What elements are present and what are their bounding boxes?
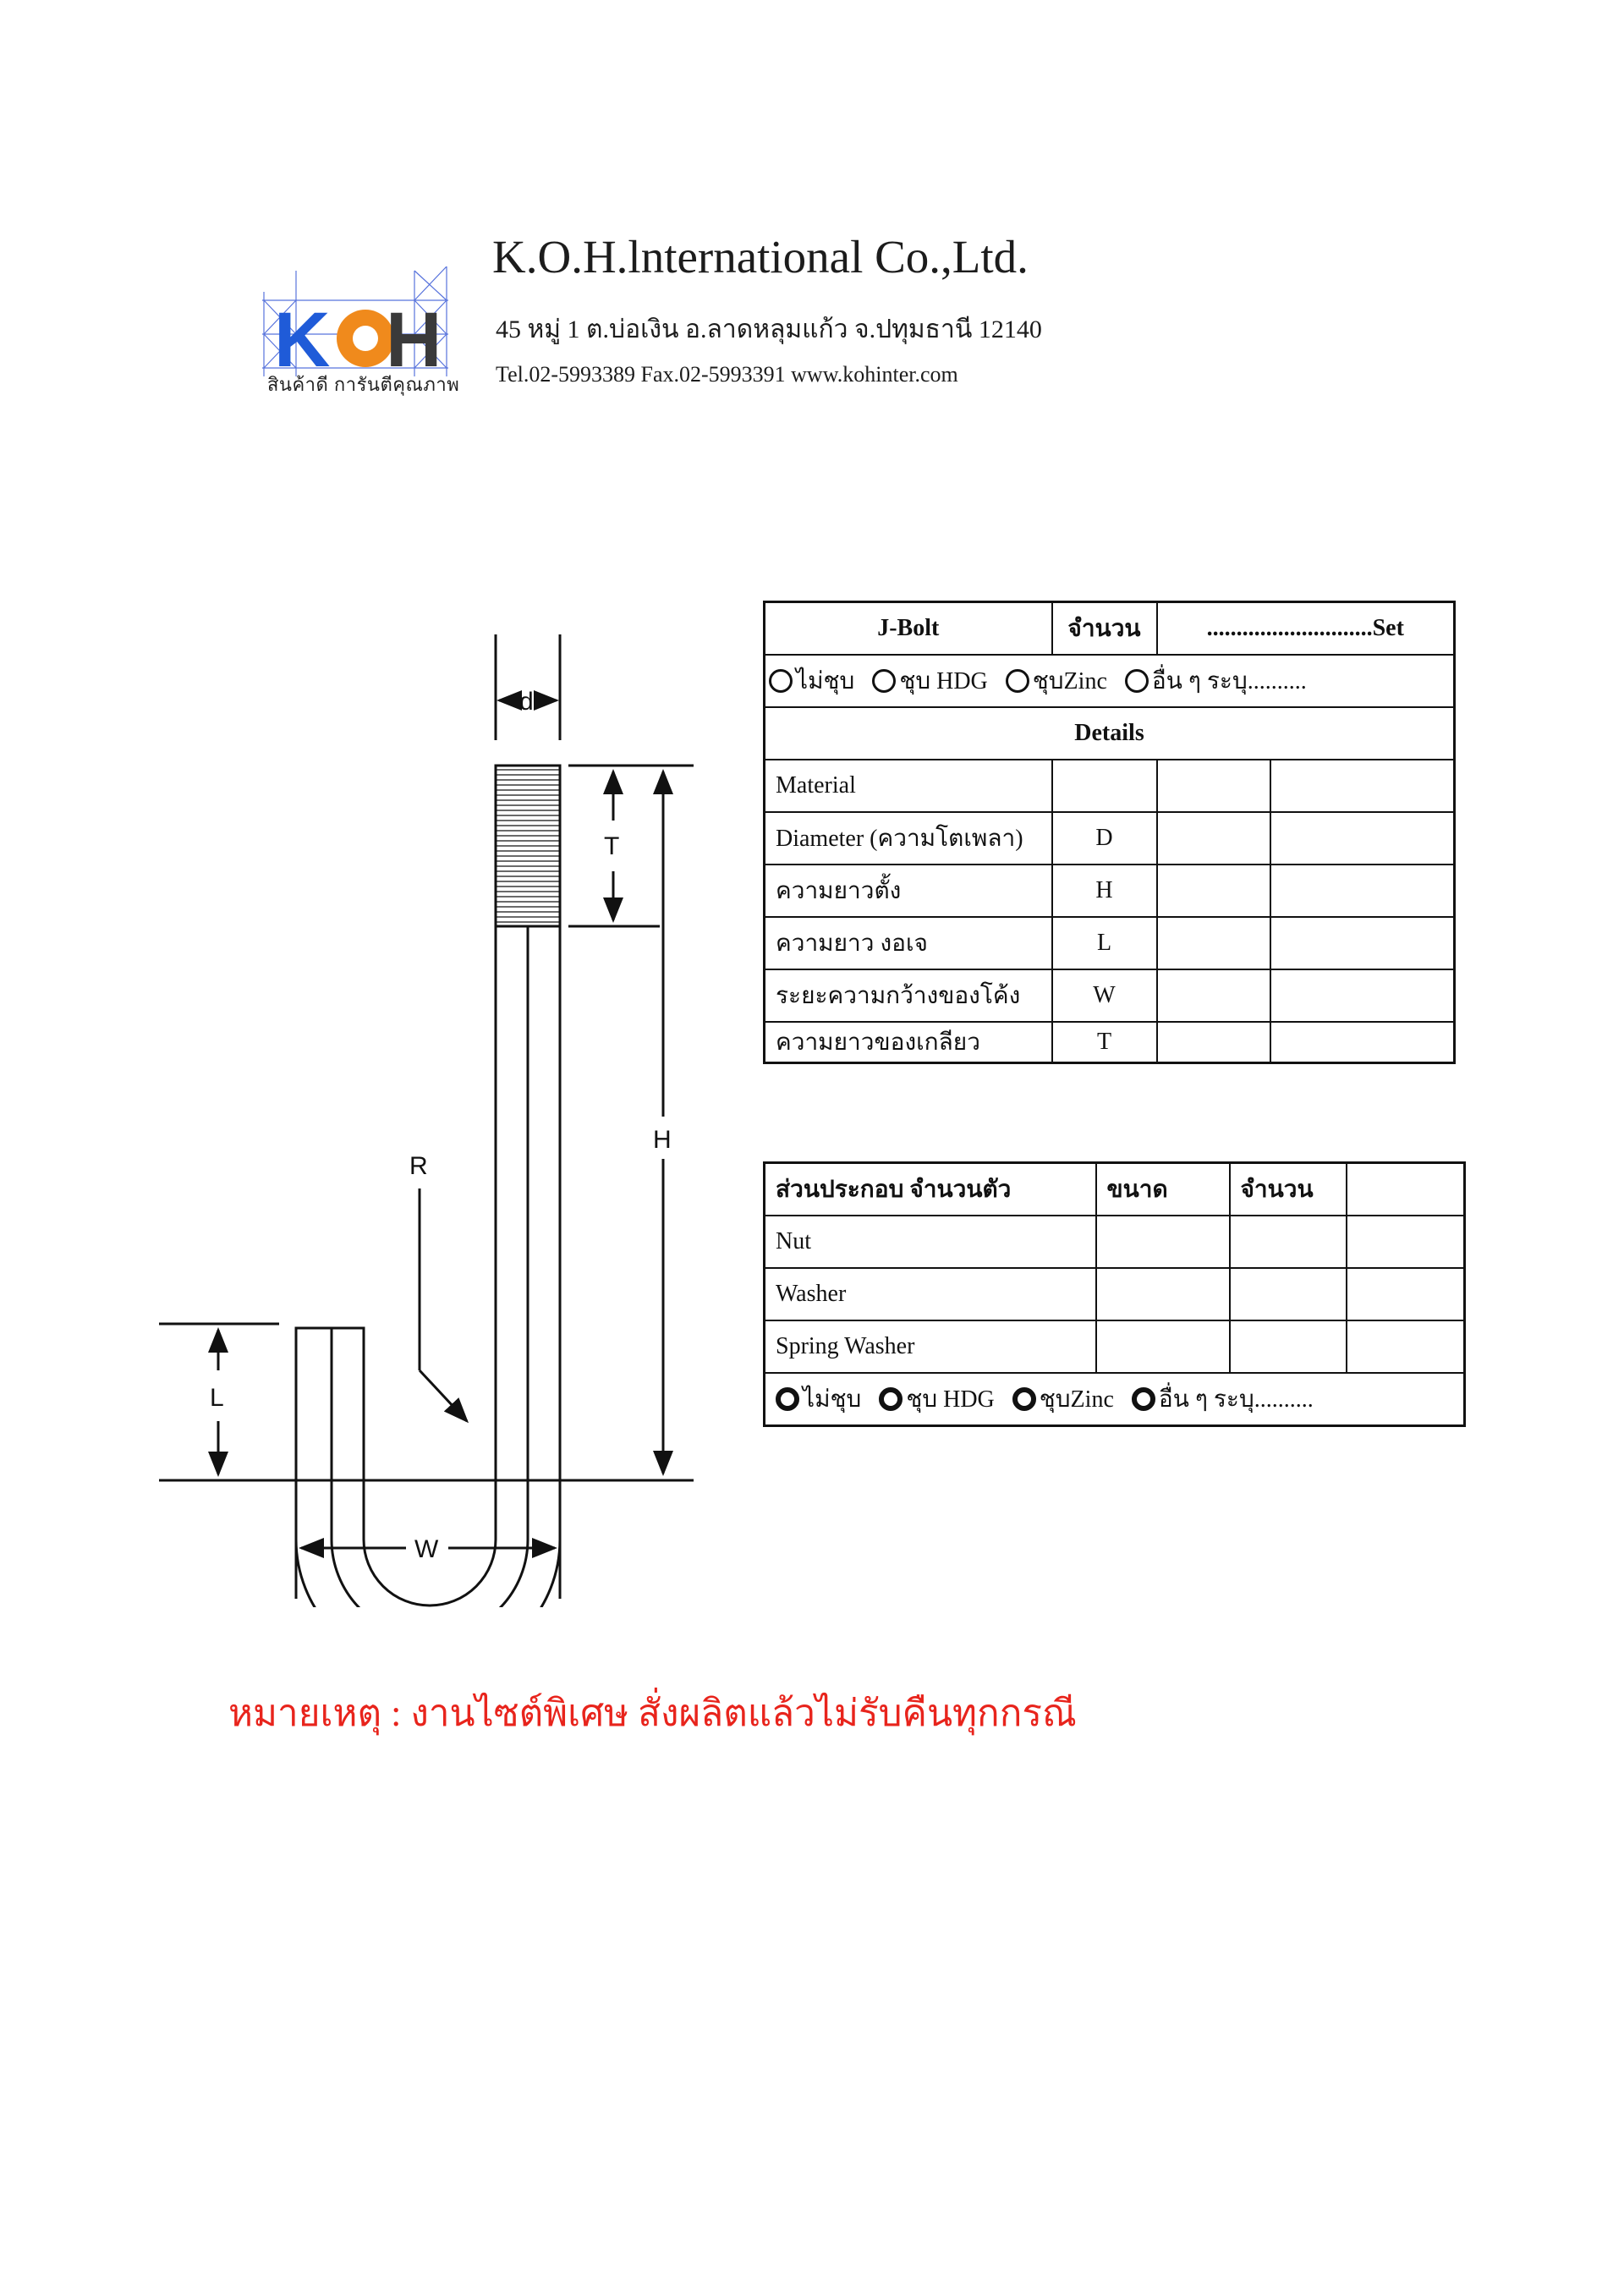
table-row	[765, 760, 1455, 812]
row-label: Material	[765, 760, 1052, 812]
input-cell[interactable]	[1157, 969, 1270, 1022]
thread-hatching	[496, 770, 560, 922]
j-bolt-drawing	[152, 626, 710, 1607]
row-label: Nut	[765, 1216, 1096, 1268]
acc-header-blank	[1347, 1163, 1465, 1216]
remark-note: หมายเหตุ : งานไซต์พิเศษ สั่งผลิตแล้วไม่รับคืนทุกกรณี	[228, 1693, 1077, 1734]
radio-circle-icon[interactable]	[1125, 669, 1149, 693]
input-cell[interactable]	[1157, 865, 1270, 917]
acc-finish-option-none[interactable]: ไม่ชุบ	[776, 1381, 861, 1418]
table-row	[765, 812, 1455, 865]
jbolt-title: J-Bolt	[765, 602, 1052, 656]
radio-circle-icon[interactable]	[769, 669, 793, 693]
input-cell[interactable]	[1096, 1320, 1230, 1373]
jbolt-qty-value[interactable]: ............................Set	[1157, 602, 1455, 656]
row-label: ระยะความกว้างของโค้ง	[765, 969, 1052, 1022]
jbolt-details-header: Details	[765, 707, 1455, 760]
row-code: W	[1052, 969, 1157, 1022]
acc-header-qty: จำนวน	[1230, 1163, 1347, 1216]
dim-label-w: W	[414, 1535, 439, 1563]
row-code	[1052, 760, 1157, 812]
acc-finish-option-zinc[interactable]: ชุบZinc	[1012, 1381, 1114, 1418]
input-cell[interactable]	[1096, 1216, 1230, 1268]
input-cell[interactable]	[1157, 1022, 1270, 1063]
table-row	[765, 1320, 1465, 1373]
dim-label-t: T	[604, 832, 620, 860]
input-cell[interactable]	[1230, 1320, 1347, 1373]
table-row	[765, 1022, 1455, 1063]
row-label: Diameter (ความโตเพลา)	[765, 812, 1052, 865]
logo-letter-h: H	[386, 297, 442, 383]
logo-letter-k: K	[274, 297, 331, 383]
table-row	[765, 865, 1455, 917]
table-row	[765, 969, 1455, 1022]
dim-label-h: H	[653, 1126, 672, 1154]
radio-circle-icon[interactable]	[1132, 1387, 1155, 1411]
row-label: Washer	[765, 1268, 1096, 1320]
acc-finish-option-hdg[interactable]: ชุบ HDG	[879, 1381, 994, 1418]
row-label: ความยาวของเกลียว	[765, 1022, 1052, 1063]
acc-finish-option-other[interactable]: อื่น ๆ ระบุ..........	[1132, 1381, 1314, 1418]
table-row	[765, 1216, 1465, 1268]
input-cell[interactable]	[1270, 1022, 1455, 1063]
table-row	[765, 917, 1455, 969]
input-cell[interactable]	[1230, 1216, 1347, 1268]
row-label: Spring Washer	[765, 1320, 1096, 1373]
row-code: H	[1052, 865, 1157, 917]
table-row	[765, 1268, 1465, 1320]
dim-label-r: R	[409, 1152, 428, 1180]
acc-finish-options	[765, 1373, 1465, 1426]
input-cell[interactable]	[1270, 865, 1455, 917]
company-contact: Tel.02-5993389 Fax.02-5993391 www.kohinter.com	[496, 362, 958, 387]
dim-label-l: L	[210, 1384, 224, 1412]
accessory-table	[763, 1161, 1466, 1427]
input-cell[interactable]	[1270, 917, 1455, 969]
input-cell[interactable]	[1096, 1268, 1230, 1320]
dim-label-d: d	[519, 688, 534, 716]
radio-circle-icon[interactable]	[872, 669, 896, 693]
finish-option-none[interactable]: ไม่ชุบ	[769, 662, 854, 700]
radio-circle-icon[interactable]	[776, 1387, 799, 1411]
input-cell[interactable]	[1157, 812, 1270, 865]
input-cell[interactable]	[1157, 760, 1270, 812]
row-label: ความยาวตั้ง	[765, 865, 1052, 917]
row-code: L	[1052, 917, 1157, 969]
row-code: T	[1052, 1022, 1157, 1063]
input-cell[interactable]	[1230, 1268, 1347, 1320]
input-cell[interactable]	[1347, 1216, 1465, 1268]
j-bolt-spec-table	[763, 601, 1456, 1064]
radio-circle-icon[interactable]	[1006, 669, 1029, 693]
company-address: 45 หมู่ 1 ต.บ่อเงิน อ.ลาดหลุมแก้ว จ.ปทุมธานี 12140	[496, 316, 1042, 343]
input-cell[interactable]	[1270, 760, 1455, 812]
radio-circle-icon[interactable]	[879, 1387, 903, 1411]
row-label: ความยาว งอเจ	[765, 917, 1052, 969]
radio-circle-icon[interactable]	[1012, 1387, 1036, 1411]
logo-tagline: สินค้าดี การันตีคุณภาพ	[267, 374, 460, 395]
acc-header-component: ส่วนประกอบ จำนวนตัว	[765, 1163, 1096, 1216]
jbolt-finish-options	[765, 655, 1455, 707]
input-cell[interactable]	[1270, 812, 1455, 865]
finish-option-hdg[interactable]: ชุบ HDG	[872, 662, 987, 700]
jbolt-qty-label: จำนวน	[1052, 602, 1157, 656]
input-cell[interactable]	[1347, 1268, 1465, 1320]
input-cell[interactable]	[1157, 917, 1270, 969]
row-code: D	[1052, 812, 1157, 865]
acc-header-size: ขนาด	[1096, 1163, 1230, 1216]
finish-option-zinc[interactable]: ชุบZinc	[1006, 662, 1107, 700]
finish-option-other[interactable]: อื่น ๆ ระบุ..........	[1125, 662, 1307, 700]
company-name: K.O.H.lnternational Co.,Ltd.	[492, 231, 1029, 283]
input-cell[interactable]	[1270, 969, 1455, 1022]
input-cell[interactable]	[1347, 1320, 1465, 1373]
